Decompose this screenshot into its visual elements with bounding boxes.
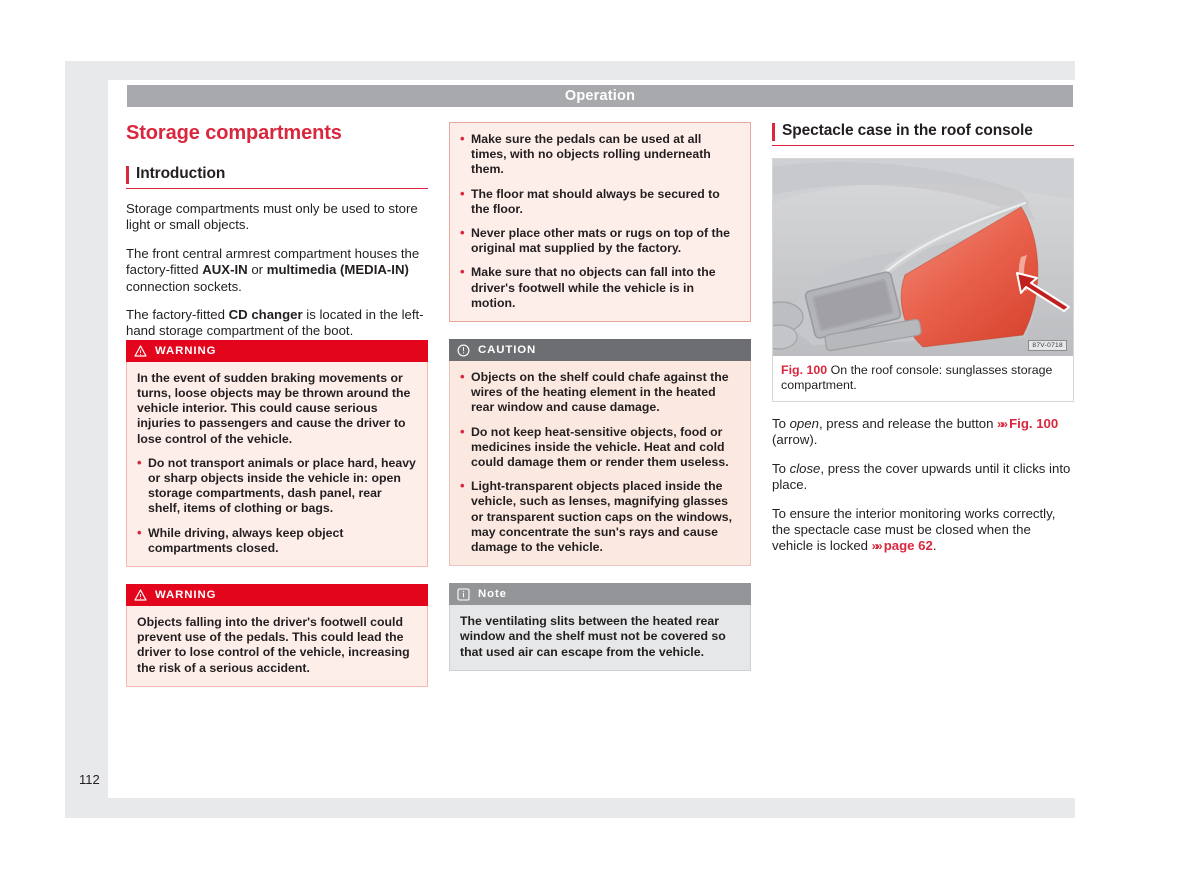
caution-box [449,339,751,566]
warning-item-bullet: • The floor mat should always be secured to the floor. [460,187,740,217]
paragraph [772,461,1074,494]
text-run: (arrow). [772,432,818,448]
info-square-icon [457,588,470,601]
paragraph [126,246,428,295]
section-heading-label: Introduction [136,165,226,182]
warning-item-bullet: • Make sure the pedals can be used at all times, with no objects rolling underneath them. [460,132,740,178]
caution-box-body [449,361,751,566]
warning-box-2-label: WARNING [155,589,217,602]
cross-reference-link[interactable]: page 62 [880,538,933,554]
emphasis-term: open [789,416,819,431]
cross-reference-link[interactable]: Fig. 100 [1005,416,1059,431]
section-heading-label: Spectacle case in the roof console [782,122,1033,139]
figure-caption [773,356,1073,401]
paragraph [772,416,1074,449]
roof-console-illustration [773,159,1073,356]
section-heading-introduction [126,165,428,189]
text-run: , press and release the button [818,416,998,431]
warning-item-bullet: • Make sure that no objects can fall into the driver's footwell while the vehicle is in motion. [460,265,740,311]
caution-box-label: CAUTION [478,344,537,357]
paragraph [772,506,1074,555]
text-run: The factory-fitted [126,307,229,323]
column-left [126,122,428,687]
warning-item-text: In the event of sudden braking movements or turns, loose objects may be thrown around the vehicle interior. This could cause serious injuries to passengers and cause the driver to lose control of the vehicle. [137,370,411,446]
running-header: Operation [127,85,1073,107]
warning-box-2-body [126,606,428,687]
text-run: The front central armrest compartment houses the factory-fitted [126,245,420,278]
warning-box-1-body [126,362,428,567]
text-run: , press the cover upwards until it clicks into place. [772,460,1071,493]
warning-triangle-icon [134,345,147,357]
caution-box-header [449,339,751,361]
caution-item-bullet: • Objects on the shelf could chafe against the wires of the heating element in the heated rear window and cause damage. [460,370,740,416]
warning-item-bullet: • Never place other mats or rugs on top of the original mat supplied by the factory. [460,226,740,256]
warning-box-1-header [126,340,428,362]
page-number: 112 [79,772,100,787]
caution-item-bullet: • Light-transparent objects placed inside the vehicle, such as lenses, magnifying glasses or transparent suction caps on the windows, may concentrate the sun's rays and cause damage to the vehicle. [460,479,740,555]
warning-item-bullet: • While driving, always keep object compartments closed. [137,526,417,556]
exclamation-circle-icon [457,344,470,357]
intro-paragraphs [126,201,428,340]
text-run: . [932,538,937,554]
warning-item-text: Objects falling into the driver's footwell could prevent use of the pedals. This could lead the driver to lose control of the vehicle, increasing the risk of a serious accident. [137,615,410,675]
bold-term: AUX-IN [202,262,248,278]
section-heading-spectacle-case [772,122,1074,146]
figure-caption-text: On the roof console: sunglasses storage compartment. [781,363,1053,392]
note-item-text: The ventilating slits between the heated rear window and the shelf must not be covered so that used air can escape from the vehicle. [460,614,726,659]
caution-item-bullet: • Do not keep heat-sensitive objects, food or medicines inside the vehicle. Heat and cold could damage them or render them useless. [460,425,740,471]
cross-reference-arrow-icon: »» [997,417,1006,431]
column-right [772,122,1074,555]
text-run: To [772,416,790,431]
text-run: Storage compartments must only be used to store light or small objects. [126,201,418,233]
emphasis-term: close [789,460,821,476]
warning-triangle-icon [134,589,147,601]
text-run: To ensure the interior monitoring works correctly, the spectacle case must be closed when the vehicle is locked [772,505,1056,554]
note-box [449,583,751,671]
warning-box-2 [126,584,428,687]
figure-number: Fig. 100 [781,363,828,377]
warning-box-1-label: WARNING [155,344,217,357]
text-run: or [247,262,267,278]
spectacle-case-paragraphs [772,416,1074,555]
paragraph [126,307,428,340]
bold-term: CD changer [228,307,303,323]
note-box-header [449,583,751,605]
figure-reference-code: 87V-0718 [1028,340,1067,351]
text-run: To [772,460,790,476]
warning-box-2-header [126,584,428,606]
note-box-body [449,605,751,671]
figure-100 [772,158,1074,402]
text-run: connection sockets. [126,278,242,294]
warning-box-1 [126,340,428,567]
column-middle [449,122,751,671]
text-run: is located in the left-hand storage compartment of the boot. [126,307,424,339]
note-box-label: Note [478,588,507,601]
chapter-title: Storage compartments [126,122,342,144]
paragraph [126,201,428,234]
warning-item-bullet: • Do not transport animals or place hard, heavy or sharp objects inside the vehicle in: open storage compartments, dash panel, rear shelf, items of clothing or bags. [137,456,417,517]
bold-term: multimedia (MEDIA-IN) [266,262,409,278]
warning-continuation-box [449,122,751,322]
cross-reference-arrow-icon: »» [871,539,881,554]
